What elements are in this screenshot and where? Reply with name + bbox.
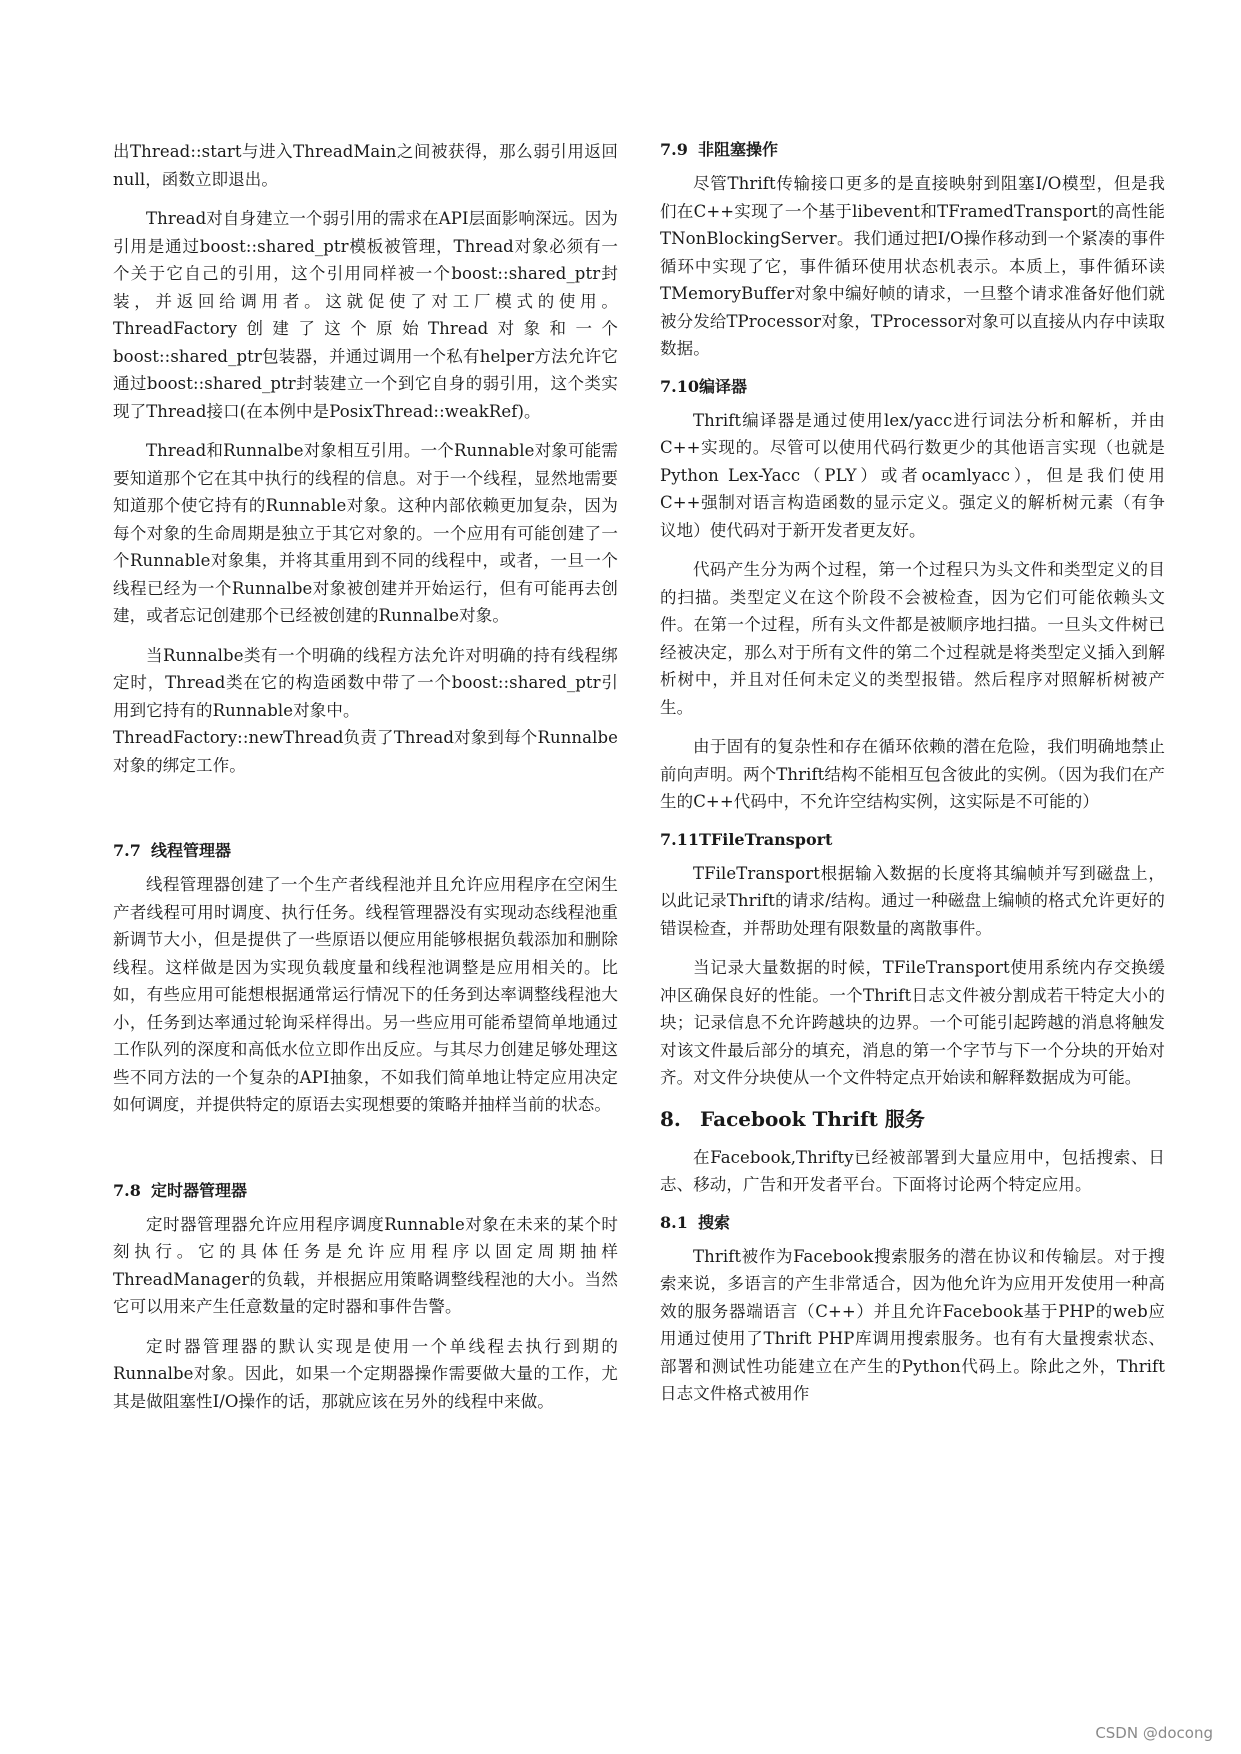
section-title: 定时器管理器 xyxy=(151,1180,248,1200)
section-heading-8 xyxy=(660,1104,1165,1134)
section-title: 编译器 xyxy=(698,376,747,396)
left-column xyxy=(113,138,618,1427)
csdn-watermark: CSDN @docong xyxy=(1095,1724,1213,1742)
paragraph: Thread对自身建立一个弱引用的需求在API层面影响深远。因为引用是通过boost::shared_ptr模板被管理，Thread对象必须有一个关于它自己的引用，这个引用同样被一个boost::shared_ptr封装，并返回给调用者。这就促使了对工厂模式的使用。ThreadFactory创建了这个原始Thread对象和一个boost::shared_ptr包装器，并通过调用一个私有helper方法允许它通过boost::shared_ptr封装建立一个到它自身的弱引用，这个类实现了Thread接口(在本例中是PosixThread::weakRef)。 xyxy=(113,209,618,421)
section-title: 线程管理器 xyxy=(151,841,232,860)
section-title: 非阻塞操作 xyxy=(698,140,779,159)
section-heading-7-7 xyxy=(113,839,618,863)
paragraph: 定时器管理器允许应用程序调度Runnable对象在未来的某个时刻执行。它的具体任务是允许应用程序以固定周期抽样ThreadManager的负载，并根据应用策略调整线程池的大小。当然它可以用来产生任意数量的定时器和事件告警。 xyxy=(113,1214,618,1316)
section-heading-7-8 xyxy=(113,1179,618,1203)
section-title: Facebook Thrift 服务 xyxy=(700,1106,925,1131)
section-heading-8-1 xyxy=(660,1211,1165,1235)
spacer xyxy=(113,791,618,839)
spacer xyxy=(113,1131,618,1179)
paragraph: 出Thread::start与进入ThreadMain之间被获得，那么弱引用返回null，函数立即退出。 xyxy=(113,142,618,189)
paragraph: Thread和Runnalbe对象相互引用。一个Runnable对象可能需要知道那个它在其中执行的线程的信息。对于一个线程，显然地需要知道那个使它持有的Runnable对象。这种内部依赖更加复杂，因为每个对象的生命周期是独立于其它对象的。一个应用有可能创建了一个Runnable对象集，并将其重用到不同的线程中，或者，一旦一个线程已经为一个Runnalbe对象被创建并开始运行，但有可能再去创建，或者忘记创建那个已经被创建的Runnalbe对象。 xyxy=(113,441,618,625)
paragraph: TFileTransport根据输入数据的长度将其编帧并写到磁盘上，以此记录Thrift的请求/结构。通过一种磁盘上编帧的格式允许更好的错误检查，并帮助处理有限数量的离散事件。 xyxy=(660,863,1165,938)
paragraph: 代码产生分为两个过程，第一个过程只为头文件和类型定义的目的扫描。类型定义在这个阶段不会被检查，因为它们可能依赖头文件。在第一个过程，所有头文件都是被顺序地扫描。一旦头文件树已经被决定，那么对于所有文件的第二个过程就是将类型定义插入到解析树中，并且对任何未定义的类型报错。然后程序对照解析树被产生。 xyxy=(660,560,1165,717)
section-number: 8. xyxy=(660,1106,681,1131)
paragraph: 当记录大量数据的时候，TFileTransport使用系统内存交换缓冲区确保良好的性能。一个Thrift日志文件被分割成若干特定大小的块；记录信息不允许跨越块的边界。一个可能引起跨越的消息将触发对该文件最后部分的填充，消息的第一个字节与下一个分块的开始对齐。对文件分块使从一个文件特定点开始读和解释数据成为可能。 xyxy=(660,958,1165,1087)
section-title: TFileTransport xyxy=(698,829,833,849)
section-heading-7-10 xyxy=(660,375,1165,399)
right-column xyxy=(660,138,1165,1420)
section-heading-7-9 xyxy=(660,138,1165,162)
section-number: 7.7 xyxy=(113,841,141,860)
section-title: 搜索 xyxy=(698,1212,731,1232)
paragraph: Thrift被作为Facebook搜索服务的潜在协议和传输层。对于搜索来说，多语言的产生非常适合，因为他允许为应用开发使用一种高效的服务器端语言（C++）并且允许Facebook基于PHP的web应用通过使用了Thrift PHP库调用搜索服务。也有有大量搜索状态、部署和测试性功能建立在产生的Python代码上。除此之外，Thrift日志文件格式被用作 xyxy=(660,1246,1165,1403)
paragraph: ThreadFactory::newThread负责了Thread对象到每个Runnalbe对象的绑定工作。 xyxy=(113,728,618,775)
paragraph: 由于固有的复杂性和存在循环依赖的潜在危险，我们明确地禁止前向声明。两个Thrift结构不能相互包含彼此的实例。（因为我们在产生的C++代码中，不允许空结构实例，这实际是不可能的） xyxy=(660,737,1165,811)
paragraph: 当Runnalbe类有一个明确的线程方法允许对明确的持有线程绑定时，Thread类在它的构造函数中带了一个boost::shared_ptr引用到它持有的Runnable对象中。 xyxy=(113,645,618,720)
section-number: 7.11 xyxy=(660,829,699,849)
section-number: 7.10 xyxy=(660,376,699,396)
paragraph: Thrift编译器是通过使用lex/yacc进行词法分析和解析，并由C++实现的。尽管可以使用代码行数更少的其他语言实现（也就是Python Lex-Yacc（PLY）或者ocamlyacc），但是我们使用C++强制对语言构造函数的显示定义。强定义的解析树元素（有争议地）使代码对于新开发者更友好。 xyxy=(660,410,1165,540)
section-number: 7.9 xyxy=(660,140,688,159)
section-heading-7-11 xyxy=(660,828,1165,852)
paragraph: 定时器管理器的默认实现是使用一个单线程去执行到期的Runnalbe对象。因此，如果一个定期器操作需要做大量的工作，尤其是做阻塞性I/O操作的话，那就应该在另外的线程中来做。 xyxy=(113,1336,618,1411)
section-number: 7.8 xyxy=(113,1180,141,1200)
paragraph: 线程管理器创建了一个生产者线程池并且允许应用程序在空闲生产者线程可用时调度、执行任务。线程管理器没有实现动态线程池重新调节大小，但是提供了一些原语以便应用能够根据负载添加和删除线程。这样做是因为实现负载度量和线程池调整是应用相关的。比如，有些应用可能想根据通常运行情况下的任务到达率调整线程池大小，任务到达率通过轮询采样得出。另一些应用可能希望简单地通过工作队列的深度和高低水位立即作出反应。与其尽力创建足够处理这些不同方法的一个复杂的API抽象，不如我们简单地让特定应用决定如何调度，并提供特定的原语去实现想要的策略并抽样当前的状态。 xyxy=(113,875,618,1114)
paragraph: 尽管Thrift传输接口更多的是直接映射到阻塞I/O模型，但是我们在C++实现了一个基于libevent和TFramedTransport的高性能TNonBlockingServer。我们通过把I/O操作移动到一个紧凑的事件循环中实现了它，事件循环使用状态机表示。本质上，事件循环读TMemoryBuffer对象中编好帧的请求，一旦整个请求准备好他们就被分发给TProcessor对象，TProcessor对象可以直接从内存中读取数据。 xyxy=(660,174,1165,358)
paragraph: 在Facebook,Thrifty已经被部署到大量应用中，包括搜索、日志、移动，广告和开发者平台。下面将讨论两个特定应用。 xyxy=(660,1147,1165,1194)
section-number: 8.1 xyxy=(660,1212,688,1232)
